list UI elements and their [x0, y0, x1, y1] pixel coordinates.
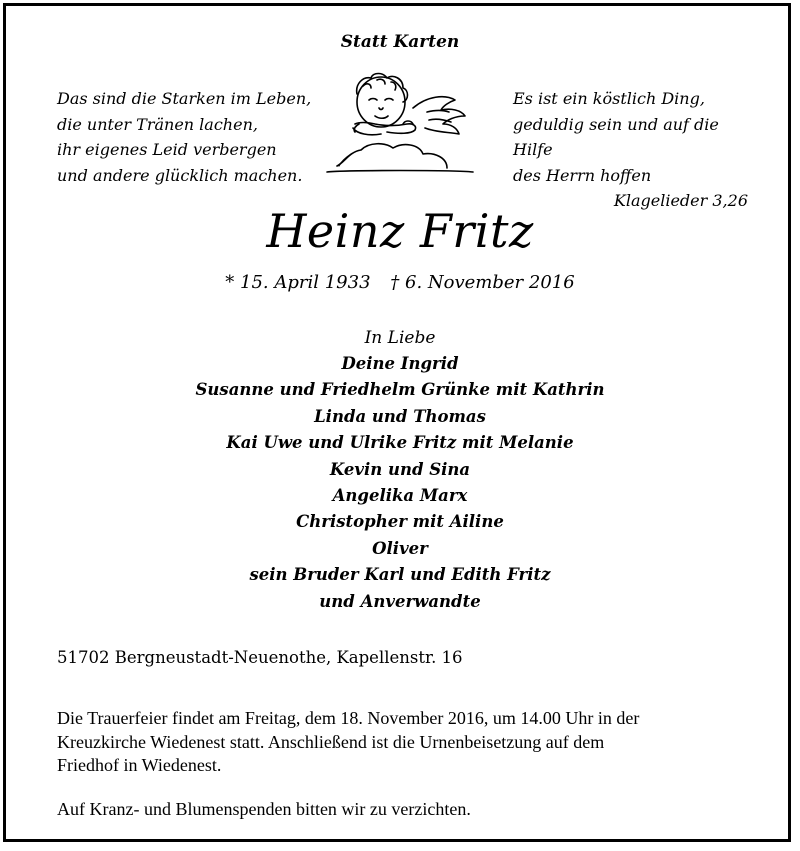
mourner-name: Susanne und Friedhelm Grünke mit Kathrin: [195, 380, 605, 400]
deceased-name: Heinz Fritz: [266, 204, 534, 258]
funeral-service-info: [57, 707, 767, 778]
quote-right-line: Es ist ein köstlich Ding,: [513, 89, 705, 108]
life-dates: [0, 272, 800, 293]
death-date: † 6. November 2016: [390, 272, 575, 293]
family-address: 51702 Bergneustadt-Neuenothe, Kapellenstr. 16: [57, 648, 463, 667]
mourner-name: sein Bruder Karl und Edith Fritz: [249, 565, 551, 585]
mourner-name: Oliver: [372, 538, 428, 558]
quote-right-line: geduldig sein und auf die Hilfe: [513, 114, 719, 159]
mourner-name: und Anverwandte: [319, 591, 481, 611]
service-line: Friedhof in Wiedenest.: [57, 755, 222, 775]
service-line: Die Trauerfeier findet am Freitag, dem 18. November 2016, um 14.00 Uhr in der: [57, 708, 640, 728]
mourner-name: Deine Ingrid: [341, 354, 459, 373]
quote-right: [513, 86, 748, 214]
quote-reference: Klagelieder 3,26: [613, 191, 748, 210]
mourner-name: Christopher mit Ailine: [296, 512, 504, 532]
mourner-name: Angelika Marx: [332, 486, 468, 506]
mourners-intro: In Liebe: [364, 328, 436, 348]
quote-left-line: ihr eigenes Leid verbergen: [57, 140, 277, 159]
mourner-name: Linda und Thomas: [314, 406, 486, 426]
service-line: Kreuzkirche Wiedenest statt. Anschließend ist die Urnenbeisetzung auf dem: [57, 731, 605, 752]
donations-note: Auf Kranz- und Blumenspenden bitten wir zu verzichten.: [57, 799, 471, 819]
quote-left-line: die unter Tränen lachen,: [57, 114, 258, 134]
mourner-name: Kai Uwe und Ulrike Fritz mit Melanie: [226, 433, 574, 453]
angel-icon: [315, 66, 490, 174]
mourners-list: [0, 325, 800, 615]
notice-header: Statt Karten: [340, 32, 460, 52]
quote-left-line: Das sind die Starken im Leben,: [57, 89, 312, 108]
quote-left: [57, 86, 317, 188]
quote-left-line: und andere glücklich machen.: [57, 165, 303, 185]
birth-date: * 15. April 1933: [225, 272, 371, 293]
mourner-name: Kevin und Sina: [329, 459, 471, 479]
quote-right-line: des Herrn hoffen: [513, 165, 652, 185]
